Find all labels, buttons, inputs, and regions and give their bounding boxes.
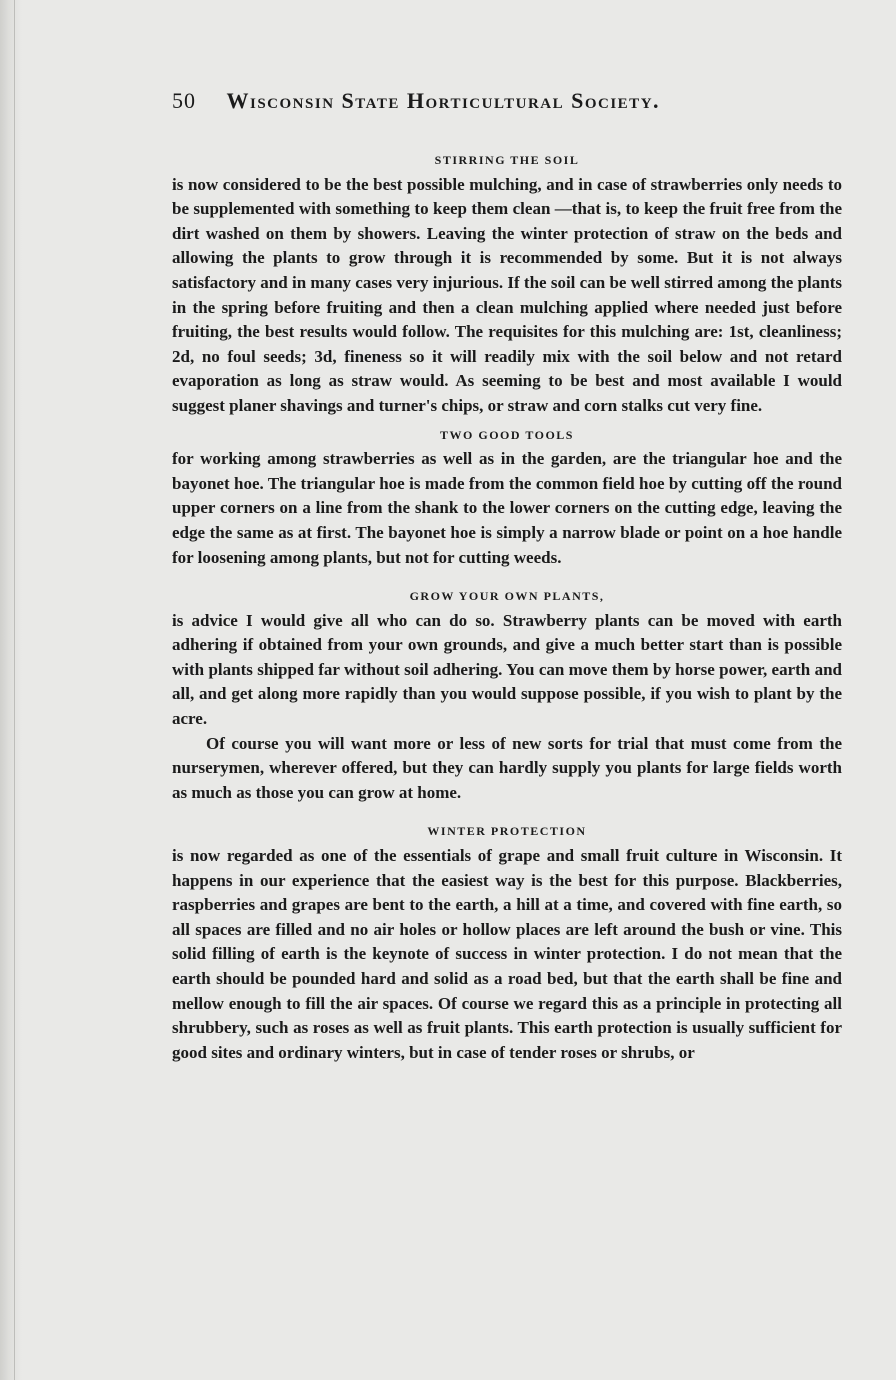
- paragraph: Of course you will want more or less of new sorts for trial that must come from the nurserymen, wherever offered, but they can hardly supply you plants for large fields worth as much as those you can grow at home.: [172, 733, 842, 802]
- running-title: Wisconsin State Horticultural Society.: [226, 88, 661, 113]
- section-heading: GROW YOUR OWN PLANTS,: [409, 589, 605, 604]
- paragraph: is now regarded as one of the essentials of grape and small fruit culture in Wisconsin. It happens in our experience that the easiest way is the best for this purpose. Blackberries, raspberries and grapes are bent to the earth, a hill at a time, and covered with fine earth, so all spaces are filled and no air holes or hollow places are left around the bush or vine. This solid filling of earth is the keynote of success in winter protection. I do not mean that the earth should be pounded hard and solid as a road bed, but that the earth shall be fine and mellow enough to fill the air spaces. Of course we regard this as a principle in protecting all shrubbery, such as roses as well as fruit plants. This earth protection is usually sufficient for good sites and ordinary winters, but in case of tender roses or shrubs, or: [172, 846, 842, 1062]
- section-stirring-the-soil: [172, 148, 842, 419]
- section-grow-your-own-plants: [172, 584, 842, 805]
- page-number: 50: [172, 88, 196, 113]
- section-two-good-tools: [172, 423, 842, 571]
- running-head: [172, 88, 772, 114]
- paragraph: for working among strawberries as well as in the garden, are the triangular hoe and the bayonet hoe. The triangular hoe is made from the common field hoe by cutting off the round upper corners on a line from the shank to the lower corners on the cutting edge, leaving the edge the same as at first. The bayonet hoe is simply a narrow blade or point on a hoe handle for loosening among plants, but not for cutting weeds.: [172, 449, 842, 567]
- page-body: [172, 148, 842, 1065]
- section-heading: TWO GOOD TOOLS: [440, 427, 574, 442]
- page-binding-edge: [0, 0, 22, 1380]
- section-heading: STIRRING THE SOIL: [434, 153, 580, 167]
- section-winter-protection: [172, 819, 842, 1065]
- paragraph: is now considered to be the best possible mulching, and in case of strawberries only needs to be supplemented with something to keep them clean —that is, to keep the fruit free from the dirt washed on them by showers. Leaving the winter protection of straw on the beds and allowing the plants to grow through it is recommended by some. But it is not always satisfactory and in many cases very injurious. If the soil can be well stirred among the plants in the spring before fruiting and then a clean mulching applied where needed just before fruiting, the best results would follow. The requisites for this mulching are: 1st, cleanliness; 2d, no foul seeds; 3d, fineness so it will readily mix with the soil below and not retard evaporation as long as straw would. As seeming to be best and most available I would suggest planer shavings and turner's chips, or straw and corn stalks cut very fine.: [172, 174, 842, 415]
- paragraph: is advice I would give all who can do so. Strawberry plants can be moved with earth adhering if obtained from your own grounds, and give a much better start than is possible with plants shipped far without soil adhering. You can move them by horse power, earth and all, and get along more rapidly than you would suppose possible, if you wish to plant by the acre.: [172, 610, 842, 729]
- section-heading: WINTER PROTECTION: [427, 824, 587, 839]
